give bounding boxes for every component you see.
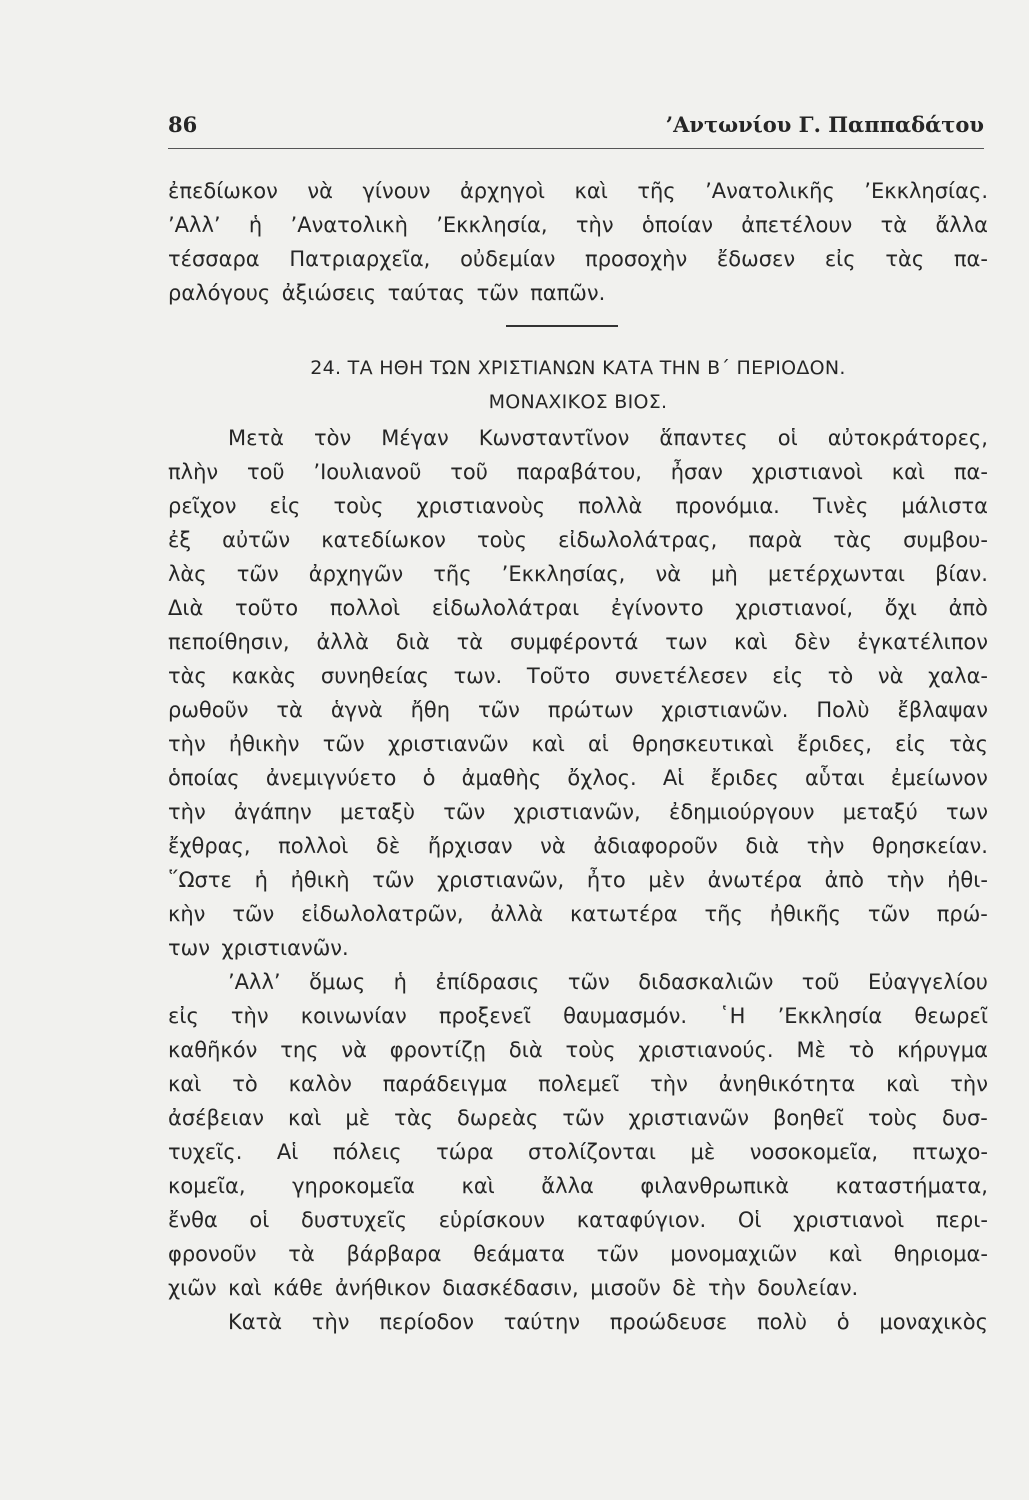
text-line: Διὰ τοῦτο πολλοὶ εἰδωλολάτραι ἐγίνοντο χριστιανοί, ὄχι ἀπὸ [168, 596, 988, 620]
text-line: κομεῖα, γηροκομεῖα καὶ ἄλλα φιλανθρωπικὰ καταστήματα, [168, 1174, 988, 1198]
text-line: ἐξ αὐτῶν κατεδίωκον τοὺς εἰδωλολάτρας, παρὰ τὰς συμβου- [168, 528, 988, 552]
paragraph-top [168, 174, 988, 310]
paragraph-gospel-influence [168, 965, 988, 1305]
running-head: ’Αντωνίου Γ. Παππαδάτου [665, 112, 984, 137]
text-line: φρονοῦν τὰ βάρβαρα θεάματα τῶν μονομαχιῶν καὶ θηριομα- [168, 1242, 988, 1266]
text-line: ῞Ωστε ἡ ἠθικὴ τῶν χριστιανῶν, ἦτο μὲν ἀνωτέρα ἀπὸ τὴν ἠθι- [168, 868, 988, 892]
text-line: Κατὰ τὴν περίοδον ταύτην προώδευσε πολὺ ὁ μοναχικὸς [228, 1310, 988, 1334]
paragraph-ethics [168, 421, 988, 965]
text-line: ὁποίας ἀνεμιγνύετο ὁ ἀμαθὴς ὄχλος. Αἱ ἔριδες αὗται ἐμείωνον [168, 766, 988, 790]
section-subheading: ΜΟΝΑΧΙΚΟΣ ΒΙΟΣ. [488, 391, 668, 413]
text-line: τὴν ἠθικὴν τῶν χριστιανῶν καὶ αἱ θρησκευτικαὶ ἔριδες, εἰς τὰς [168, 732, 988, 756]
section-heading: 24. ΤΑ ΗΘΗ ΤΩΝ ΧΡΙΣΤΙΑΝΩΝ ΚΑΤΑ ΤΗΝ Β΄ ΠΕΡΙΟΔΟΝ. [310, 357, 846, 379]
text-line: Μετὰ τὸν Μέγαν Κωνσταντῖνον ἅπαντες οἱ αὐτοκράτορες, [228, 426, 988, 450]
body-text [168, 174, 988, 1339]
text-line: ἔχθρας, πολλοὶ δὲ ἤρχισαν νὰ ἀδιαφοροῦν διὰ τὴν θρησκείαν. [168, 834, 988, 858]
text-line: καθῆκόν της νὰ φροντίζῃ διὰ τοὺς χριστιανούς. Μὲ τὸ κήρυγμα [168, 1038, 988, 1062]
text-line: πλὴν τοῦ ’Ιουλιανοῦ τοῦ παραβάτου, ἦσαν χριστιανοὶ καὶ πα- [168, 460, 988, 484]
text-line: ἔνθα οἱ δυστυχεῖς εὑρίσκουν καταφύγιον. Οἱ χριστιανοὶ περι- [168, 1208, 988, 1232]
text-line: ἐπεδίωκον νὰ γίνουν ἀρχηγοὶ καὶ τῆς ’Ανατολικῆς ’Εκκλησίας. [168, 179, 988, 203]
text-line: καὶ τὸ καλὸν παράδειγμα πολεμεῖ τὴν ἀνηθικότητα καὶ τὴν [168, 1072, 988, 1096]
text-line: λὰς τῶν ἀρχηγῶν τῆς ’Εκκλησίας, νὰ μὴ μετέρχωνται βίαν. [168, 562, 988, 586]
paragraph-monastic [168, 1305, 988, 1339]
text-line: τέσσαρα Πατριαρχεῖα, οὐδεμίαν προσοχὴν ἔδωσεν εἰς τὰς πα- [168, 247, 988, 271]
section-divider [506, 325, 618, 327]
text-line: των χριστιανῶν. [168, 936, 349, 960]
page-number: 86 [168, 112, 198, 137]
text-line: πεποίθησιν, ἀλλὰ διὰ τὰ συμφέροντά των καὶ δὲν ἐγκατέλιπον [168, 630, 988, 654]
text-line: εἰς τὴν κοινωνίαν προξενεῖ θαυμασμόν. ῾Η ’Εκκλησία θεωρεῖ [168, 1004, 988, 1028]
text-line: τὰς κακὰς συνηθείας των. Τοῦτο συνετέλεσεν εἰς τὸ νὰ χαλα- [168, 664, 988, 688]
page-header [168, 112, 984, 152]
text-line: τὴν ἀγάπην μεταξὺ τῶν χριστιανῶν, ἐδημιούργουν μεταξύ των [168, 800, 988, 824]
text-line: τυχεῖς. Αἱ πόλεις τώρα στολίζονται μὲ νοσοκομεῖα, πτωχο- [168, 1140, 988, 1164]
header-rule [168, 148, 984, 149]
text-line: ’Αλλ’ ἡ ’Ανατολικὴ ’Εκκλησία, τὴν ὁποίαν ἀπετέλουν τὰ ἄλλα [168, 213, 988, 237]
text-line: ραλόγους ἀξιώσεις ταύτας τῶν παπῶν. [168, 281, 606, 305]
text-line: ρωθοῦν τὰ ἁγνὰ ἤθη τῶν πρώτων χριστιανῶν. Πολὺ ἔβλαψαν [168, 698, 988, 722]
text-line: ρεῖχον εἰς τοὺς χριστιανοὺς πολλὰ προνόμια. Τινὲς μάλιστα [168, 494, 988, 518]
text-line: χιῶν καὶ κάθε ἀνήθικον διασκέδασιν, μισοῦν δὲ τὴν δουλείαν. [168, 1276, 859, 1300]
text-line: κὴν τῶν εἰδωλολατρῶν, ἀλλὰ κατωτέρα τῆς ἠθικῆς τῶν πρώ- [168, 902, 988, 926]
text-line: ἀσέβειαν καὶ μὲ τὰς δωρεὰς τῶν χριστιανῶν βοηθεῖ τοὺς δυσ- [168, 1106, 988, 1130]
text-line: ’Αλλ’ ὅμως ἡ ἐπίδρασις τῶν διδασκαλιῶν τοῦ Εὐαγγελίου [228, 970, 988, 994]
